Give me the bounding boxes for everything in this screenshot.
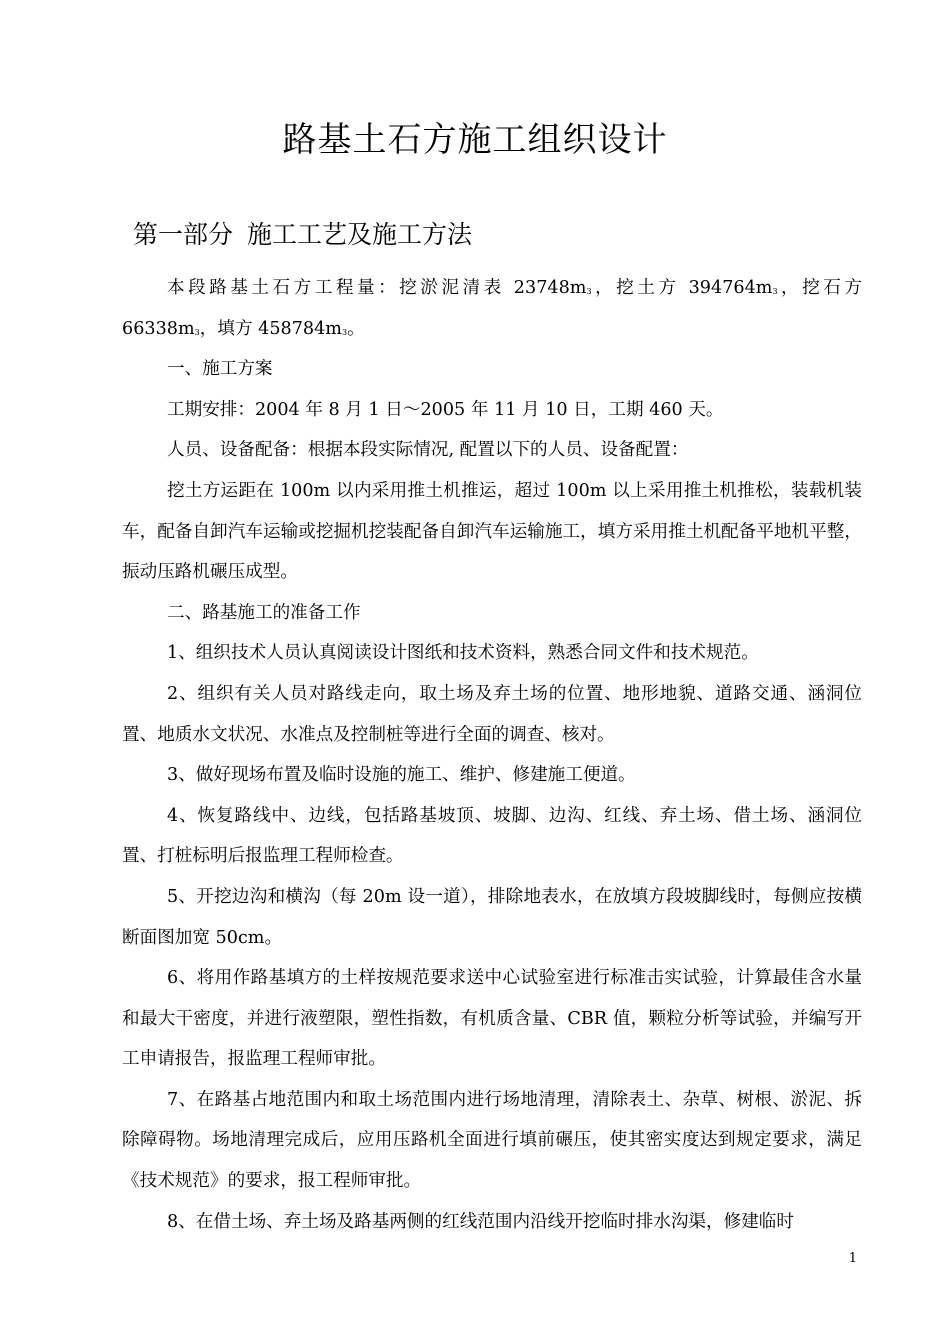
- paragraph-item-6: 6、将用作路基填方的土样按规范要求送中心试验室进行标准击实试验，计算最佳含水量和最大干密度，并进行液塑限，塑性指数，有机质含量、CBR 值，颗粒分析等试验，并编写开工申请报告，报监理工程师审批。: [122, 968, 862, 1070]
- paragraph-item-4: 4、恢复路线中、边线，包括路基坡顶、坡脚、边沟、红线、弃土场、借土场、涵洞位置、打桩标明后报监理工程师检查。: [122, 805, 862, 867]
- document-title: 路基土石方施工组织设计: [282, 120, 668, 160]
- document-body: [122, 268, 862, 1242]
- paragraph-item-5: 5、开挖边沟和横沟（每 20m 设一道），排除地表水，在放填方段坡脚线时，每侧应按横断面图加宽 50cm。: [122, 886, 862, 948]
- paragraph-staffing: 人员、设备配备：根据本段实际情况, 配置以下的人员、设备配置：: [167, 440, 689, 461]
- superscript: 3: [194, 327, 200, 337]
- quantity-text: 本段路基土石方工程量：挖淤泥清表 23748m: [167, 278, 587, 298]
- section-heading-prefix: 第一部分: [133, 220, 234, 249]
- paragraph-item-2: 2、组织有关人员对路线走向，取土场及弃土场的位置、地形地貌、道路交通、涵洞位置、地质水文状况、水准点及控制桩等进行全面的调查、核对。: [122, 683, 862, 745]
- paragraph-heading-plan: 一、施工方案: [167, 359, 273, 380]
- paragraph-schedule: 工期安排：2004 年 8 月 1 日～2005 年 11 月 10 日，工期 460 天。: [167, 399, 724, 420]
- paragraph-heading-preparation: 二、路基施工的准备工作: [167, 602, 361, 623]
- section-heading-text: 施工工艺及施工方法: [247, 220, 473, 249]
- quantity-text: ，挖土方 394764m: [591, 278, 773, 298]
- superscript: 3: [341, 327, 348, 337]
- paragraph-item-1: 1、组织技术人员认真阅读设计图纸和技术资料，熟悉合同文件和技术规范。: [167, 643, 759, 664]
- page-number: 1: [848, 1251, 857, 1266]
- quantity-text: ，挖石方 66338m: [122, 278, 862, 339]
- paragraph-earthwork-method: 挖土方运距在 100m 以内采用推土机推运，超过 100m 以上采用推土机推松，装载机装车，配备自卸汽车运输或挖掘机挖装配备自卸汽车运输施工，填方采用推土机配备平地机平整，振动压路机碾压成型。: [122, 480, 862, 583]
- paragraph-item-8: 8、在借土场、弃土场及路基两侧的红线范围内沿线开挖临时排水沟渠，修建临时: [167, 1211, 794, 1232]
- quantity-text: 。: [347, 318, 365, 339]
- quantity-text: ，填方 458784m: [199, 318, 342, 339]
- superscript: 3: [586, 287, 592, 296]
- paragraph-item-7: 7、在路基占地范围内和取土场范围内进行场地清理，清除表土、杂草、树根、淤泥、拆除障碍物。场地清理完成后，应用压路机全面进行填前碾压，使其密实度达到规定要求，满足《技术规范》的要求，报工程师审批。: [122, 1089, 862, 1192]
- superscript: 3: [772, 287, 778, 296]
- paragraph-quantities: [122, 268, 862, 349]
- section-heading: [133, 216, 472, 254]
- paragraph-item-3: 3、做好现场布置及临时设施的施工、维护、修建施工便道。: [167, 765, 636, 786]
